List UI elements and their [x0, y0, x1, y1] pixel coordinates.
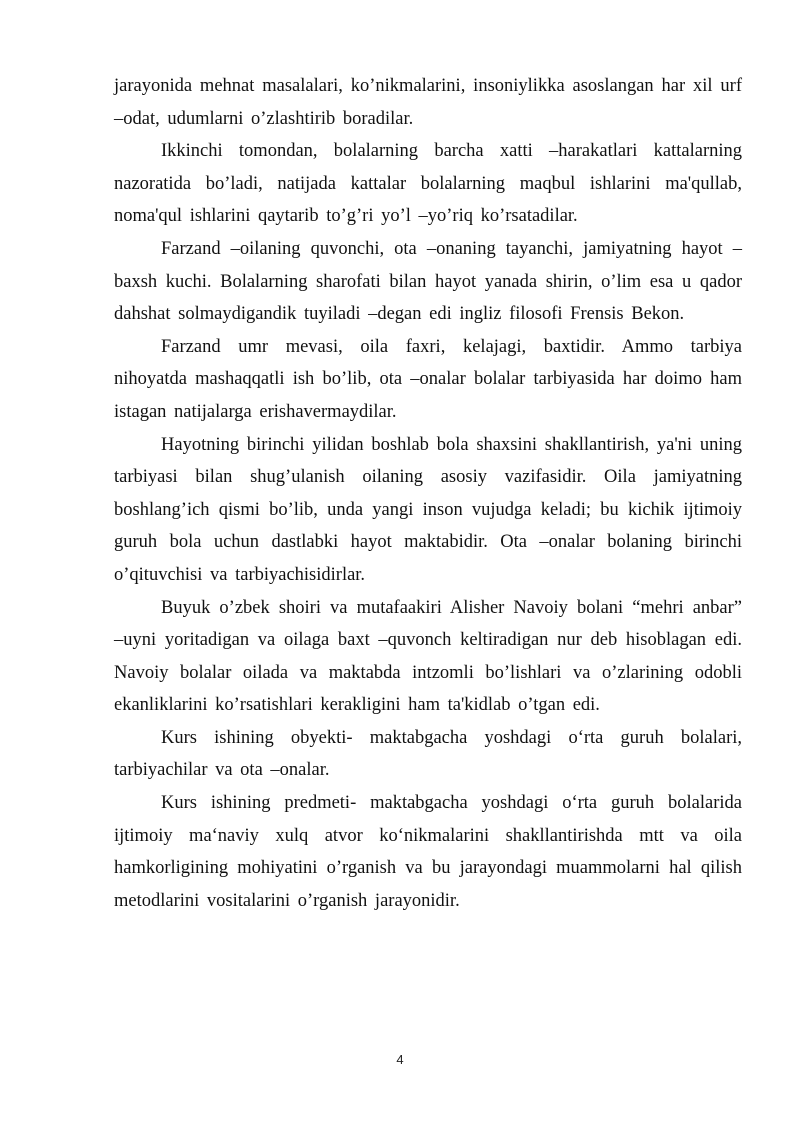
paragraph: Buyuk o’zbek shoiri va mutafaakiri Alisher Navoiy bolani “mehri anbar” –uyni yoritadigan va oilaga baxt –quvonch keltiradigan nur deb hisoblagan edi. Navoiy bolalar oilada va maktabda intzomli bo’lishlari va o’zlarining odobli ekanliklarini ko’rsatishlari kerakligini ham ta'kidlab o’tgan edi. [114, 597, 742, 716]
paragraph: Hayotning birinchi yilidan boshlab bola shaxsini shakllantirish, ya'ni uning tarbiyasi bilan shug’ulanish oilaning asosiy vazifasidir. Oila jamiyatning boshlang’ich qismi bo’lib, unda yangi inson vujudga keladi; bu kichik ijtimoiy guruh bola uchun dastlabki hayot maktabidir. Ota –onalar bolaning birinchi o’qituvchisi va tarbiyachisidirlar. [114, 434, 742, 585]
paragraph: Farzand umr mevasi, oila faxri, kelajagi, baxtidir. Ammo tarbiya nihoyatda mashaqqatli ish bo’lib, ota –onalar bolalar tarbiyasida har doimo ham istagan natijalarga erishavermaydilar. [114, 336, 742, 422]
paragraph: Farzand –oilaning quvonchi, ota –onaning tayanchi, jamiyatning hayot –baxsh kuchi. Bolalarning sharofati bilan hayot yanada shirin, o’lim esa u qador dahshat solmaydigandik tuyiladi –degan edi ingliz filosofi Frensis Bekon. [114, 238, 742, 325]
paragraph: jarayonida mehnat masalalari, ko’nikmalarini, insoniylikka asoslangan har xil urf –odat, udumlarni o’zlashtirib boradilar. [114, 76, 742, 129]
paragraph: Ikkinchi tomondan, bolalarning barcha xatti –harakatlari kattalarning nazoratida bo’ladi, natijada kattalar bolalarning maqbul ishlarini ma'qullab, noma'qul ishlarini qaytarib to’g’ri yo’l –yo’riq ko’rsatadilar. [114, 141, 742, 227]
paragraph: Kurs ishining predmeti- maktabgacha yoshdagi o‘rta guruh bolalarida ijtimoiy ma‘naviy xulq atvor ko‘nikmalarini shakllantirishda mtt va oila hamkorligining mohiyatini o’rganish va bu jarayondagi muammolarni hal qilish metodlarini vositalarini o’rganish jarayonidir. [114, 793, 742, 911]
paragraph: Kurs ishining obyekti- maktabgacha yoshdagi o‘rta guruh bolalari, tarbiyachilar va ota –onalar. [114, 727, 742, 781]
body-text [114, 70, 742, 917]
page-number: 4 [396, 1052, 404, 1067]
